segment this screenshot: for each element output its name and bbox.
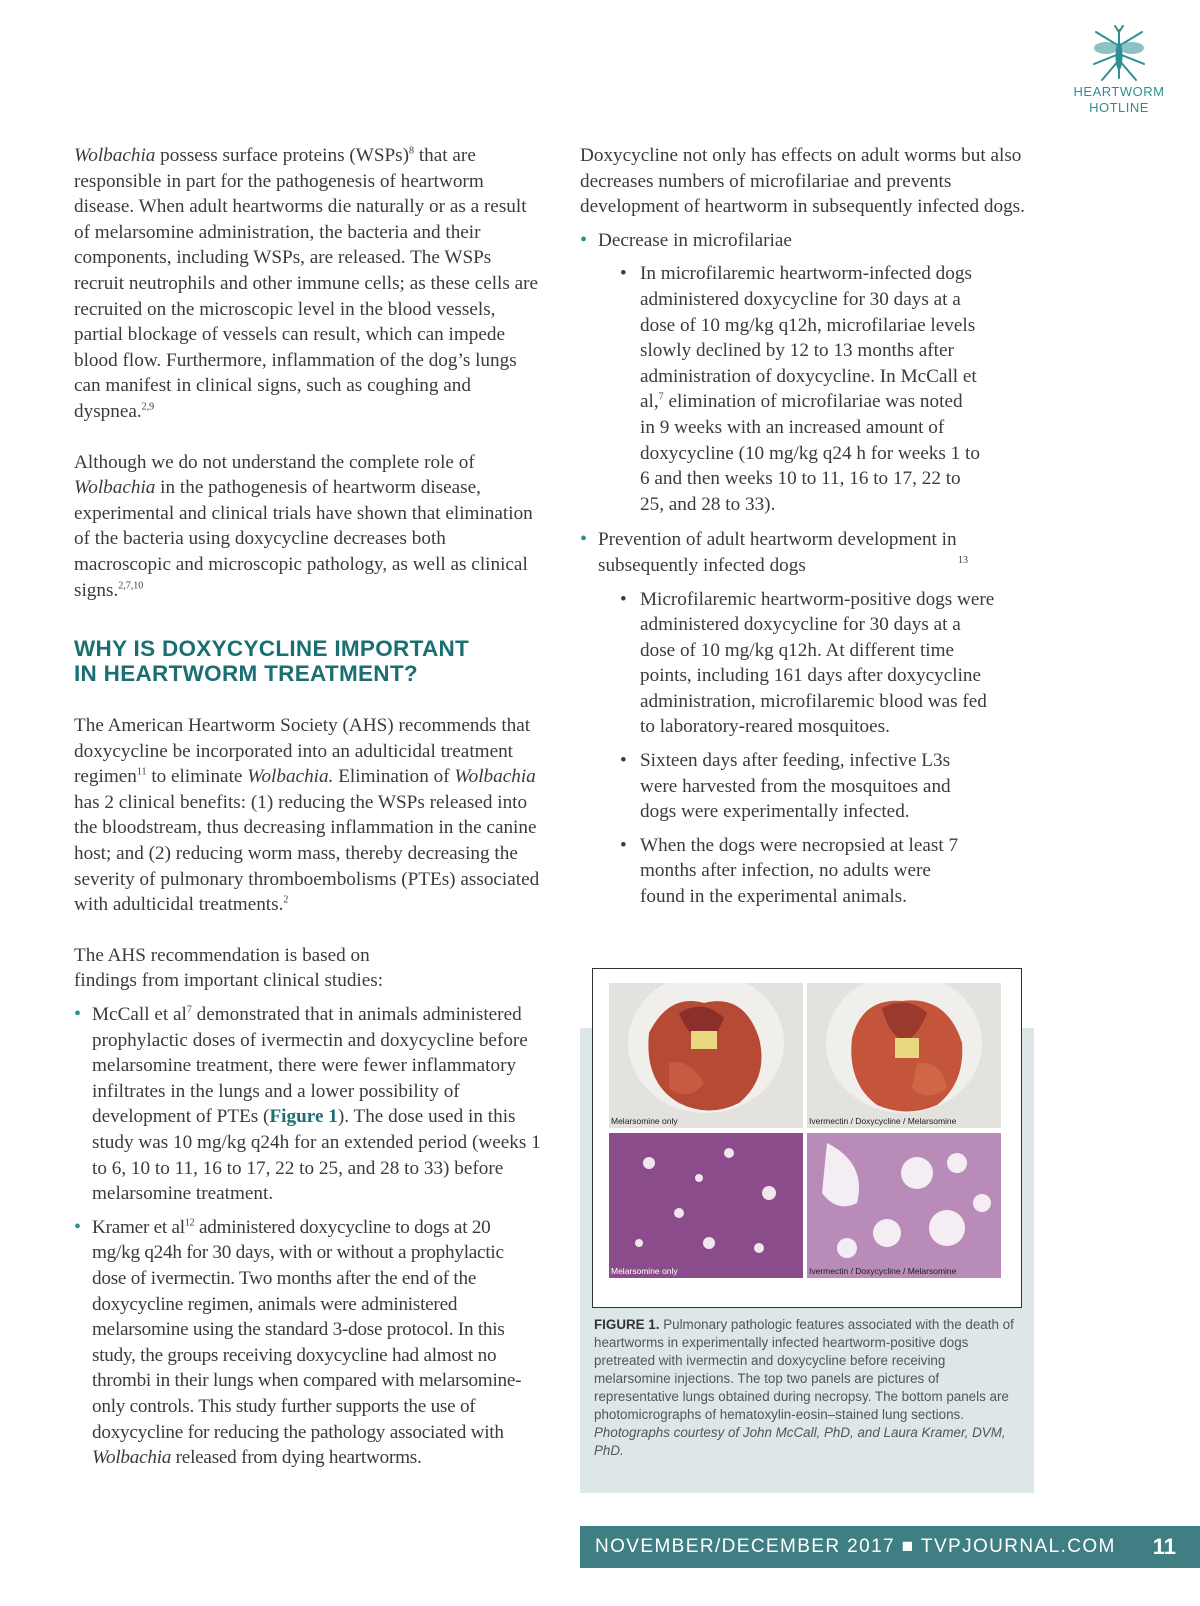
- histology-image: [807, 1133, 1001, 1278]
- text-run: Prevention of adult heartworm development in subsequently infected dogs: [598, 529, 957, 576]
- page-number: 11: [1152, 1534, 1176, 1559]
- text-run: The American Heartworm Society (AHS) recommends that doxycycline be incorporated into an adulticidal treatment regimen: [74, 715, 531, 788]
- text-run: ). The dose used in this study was 10 mg/kg q24h for an extended period (weeks 1 to 6, 10 to 11, 16 to 17, 22 to 25, and 28 to 33) before melarsomine treatment.: [92, 1106, 541, 1205]
- text-run: Decrease in microfilariae: [598, 229, 792, 251]
- paragraph-role-of-wolbachia: [74, 450, 542, 604]
- citation: 13: [958, 555, 968, 567]
- sub-list-item: [620, 261, 980, 517]
- text-run: elimination of microfilariae was noted in 9 weeks with an increased amount of doxycycline (10 mg/kg q24 h for weeks 1 to 6 and then weeks 10 to 11, 16 to 17, 22 to 25, and 28 to 33).: [640, 391, 980, 515]
- italic-term: Wolbachia.: [247, 766, 334, 788]
- sub-list: [620, 587, 1042, 910]
- panel-label: Ivermectin / Doxycycline / Melarsomine: [809, 1266, 957, 1276]
- caption-text: Pulmonary pathologic features associated with the death of heartworms in experimentally infected heartworm-positive dogs pretreated with ivermectin and doxycycline before receiving melarsomine injections. The top two panels are pictures of representative lungs obtained during necropsy. The bottom panels are photomicrographs of hematoxylin-eosin–stained lung sections.: [594, 1317, 1014, 1422]
- italic-term: Wolbachia: [74, 477, 156, 499]
- paragraph-wolbachia-wsps: [74, 143, 542, 425]
- text-run: possess surface proteins (WSPs): [155, 145, 410, 166]
- figure-1-link[interactable]: Figure 1: [269, 1106, 338, 1128]
- histology-image: [609, 1133, 803, 1278]
- section-heading: [74, 636, 542, 686]
- text-run: Elimination of: [333, 766, 455, 788]
- list-item-decrease-microfilariae: [580, 228, 1042, 518]
- text-run: in the pathogenesis of heartworm disease, experimental and clinical trials have shown that elimination of the bacteria using doxycycline decreases both macroscopic and microscopic pathology, as well as clinical signs.: [74, 477, 533, 601]
- text-run: administered doxycycline to dogs at 20 mg/kg q24h for 30 days, with or without a prophylactic dose of ivermectin. Two months after the end of the doxycycline regimen, animals were administered melarsomine using the standard 3-dose protocol. In this study, the groups receiving doxycycline had almost no thrombi in their lungs when compared with melarsomine-only controls. This study further supports the use of doxycycline for reducing the pathology associated with: [92, 1216, 522, 1443]
- italic-term: Wolbachia: [454, 766, 536, 788]
- footer-issue-site: NOVEMBER/DECEMBER 2017 ■ TVPJOURNAL.COM: [595, 1536, 1116, 1557]
- sub-list-item: • Sixteen days after feeding, infective L3s were harvested from the mosquitoes and dogs were experimentally infected.: [620, 748, 970, 825]
- caption-label: FIGURE 1.: [594, 1317, 660, 1332]
- lung-photo-melarsomine-only: [609, 983, 803, 1128]
- paragraph-clinical-studies-intro: The AHS recommendation is based on findings from important clinical studies:: [74, 944, 384, 992]
- mosquito-icon: [1084, 24, 1154, 84]
- lung-image: [807, 983, 1001, 1128]
- citation: 7: [658, 391, 664, 403]
- lung-image: [609, 983, 803, 1128]
- effects-list: [580, 228, 1042, 910]
- text-run: Although we do not understand the complete role of: [74, 451, 475, 473]
- italic-term: Wolbachia: [74, 145, 156, 166]
- logo-line-1: HEARTWORM: [1073, 84, 1165, 99]
- text-run: demonstrated that in animals administered prophylactic doses of ivermectin and doxycycline before melarsomine treatment, there were fewer inflammatory infiltrates in the lungs and a lower possibility of development of PTEs (: [92, 1004, 528, 1128]
- text-run: McCall et al: [92, 1004, 187, 1026]
- citation: 11: [136, 766, 147, 778]
- heading-line-2: IN HEARTWORM TREATMENT?: [74, 661, 418, 687]
- left-column: [74, 143, 542, 1471]
- panel-label: Melarsomine only: [611, 1116, 678, 1126]
- histology-melarsomine-only: [609, 1133, 803, 1278]
- list-item-prevention: [580, 527, 1042, 909]
- italic-term: Wolbachia: [92, 1447, 172, 1469]
- histology-ivermectin-doxycycline: [807, 1133, 1001, 1278]
- text-run: In microfilaremic heartworm-infected dogs administered doxycycline for 30 days at a dose of 10 mg/kg q12h, microfilariae levels slowly declined by 12 to 13 months after administration of doxycycline. In McCall et al,: [640, 263, 977, 413]
- citation: 2: [283, 894, 289, 906]
- panel-label: Ivermectin / Doxycycline / Melarsomine: [809, 1116, 957, 1126]
- figure-1: [592, 968, 1022, 1308]
- right-column: [580, 143, 1042, 910]
- heartworm-hotline-logo: [1052, 24, 1186, 116]
- citation: 7: [186, 1004, 192, 1016]
- page-footer: [580, 1526, 1200, 1568]
- sub-list: [620, 261, 1042, 517]
- figure-caption: [594, 1316, 1014, 1460]
- paragraph-ahs-recommendation: [74, 713, 542, 918]
- text-run: Kramer et al: [92, 1216, 185, 1238]
- citation: 2,7,10: [118, 580, 144, 592]
- sub-list-item: • When the dogs were necropsied at least 7 months after infection, no adults were found in the experimental animals.: [620, 833, 970, 910]
- lung-photo-ivermectin-doxycycline: [807, 983, 1001, 1128]
- text-run: released from dying heartworms.: [171, 1447, 422, 1469]
- citation: 12: [184, 1217, 195, 1229]
- logo-line-2: HOTLINE: [1089, 100, 1149, 115]
- sub-list-item: • Microfilaremic heartworm-positive dogs were administered doxycycline for 30 days at a dose of 10 mg/kg q12h. At different time points, including 161 days after doxycycline administration, microfilaremic blood was fed to laboratory-reared mosquitoes.: [620, 587, 1000, 741]
- text-run: that are responsible in part for the pathogenesis of heartworm disease. When adult heartworms die naturally or as a result of melarsomine administration, the bacteria and their components, including WSPs, are released. The WSPs recruit neutrophils and other immune cells; as these cells are recruited on the microscopic level in the blood vessels, partial blockage of vessels can result, which can impede blood flow. Furthermore, inflammation of the dog’s lungs can manifest in clinical signs, such as coughing and dyspnea.: [74, 145, 539, 422]
- text-run: has 2 clinical benefits: (1) reducing the WSPs released into the bloodstream, thus decreasing inflammation in the canine host; and (2) reducing worm mass, thereby decreasing the severity of pulmonary thromboembolisms (PTEs) associated with adulticidal treatments.: [74, 791, 540, 916]
- text-run: to eliminate: [146, 766, 248, 788]
- heading-line-1: WHY IS DOXYCYCLINE IMPORTANT: [74, 636, 470, 662]
- citation: 8: [409, 145, 415, 157]
- panel-label: Melarsomine only: [611, 1266, 678, 1276]
- clinical-studies-list: [74, 1002, 542, 1471]
- citation: 2,9: [141, 401, 155, 413]
- list-item-kramer: [74, 1215, 542, 1471]
- caption-credit: Photographs courtesy of John McCall, PhD, and Laura Kramer, DVM, PhD.: [594, 1425, 1006, 1458]
- paragraph-doxycycline-effects: Doxycycline not only has effects on adult worms but also decreases numbers of microfilariae and prevents development of heartworm in subsequently infected dogs.: [580, 145, 1025, 218]
- list-item-mccall: [74, 1002, 542, 1207]
